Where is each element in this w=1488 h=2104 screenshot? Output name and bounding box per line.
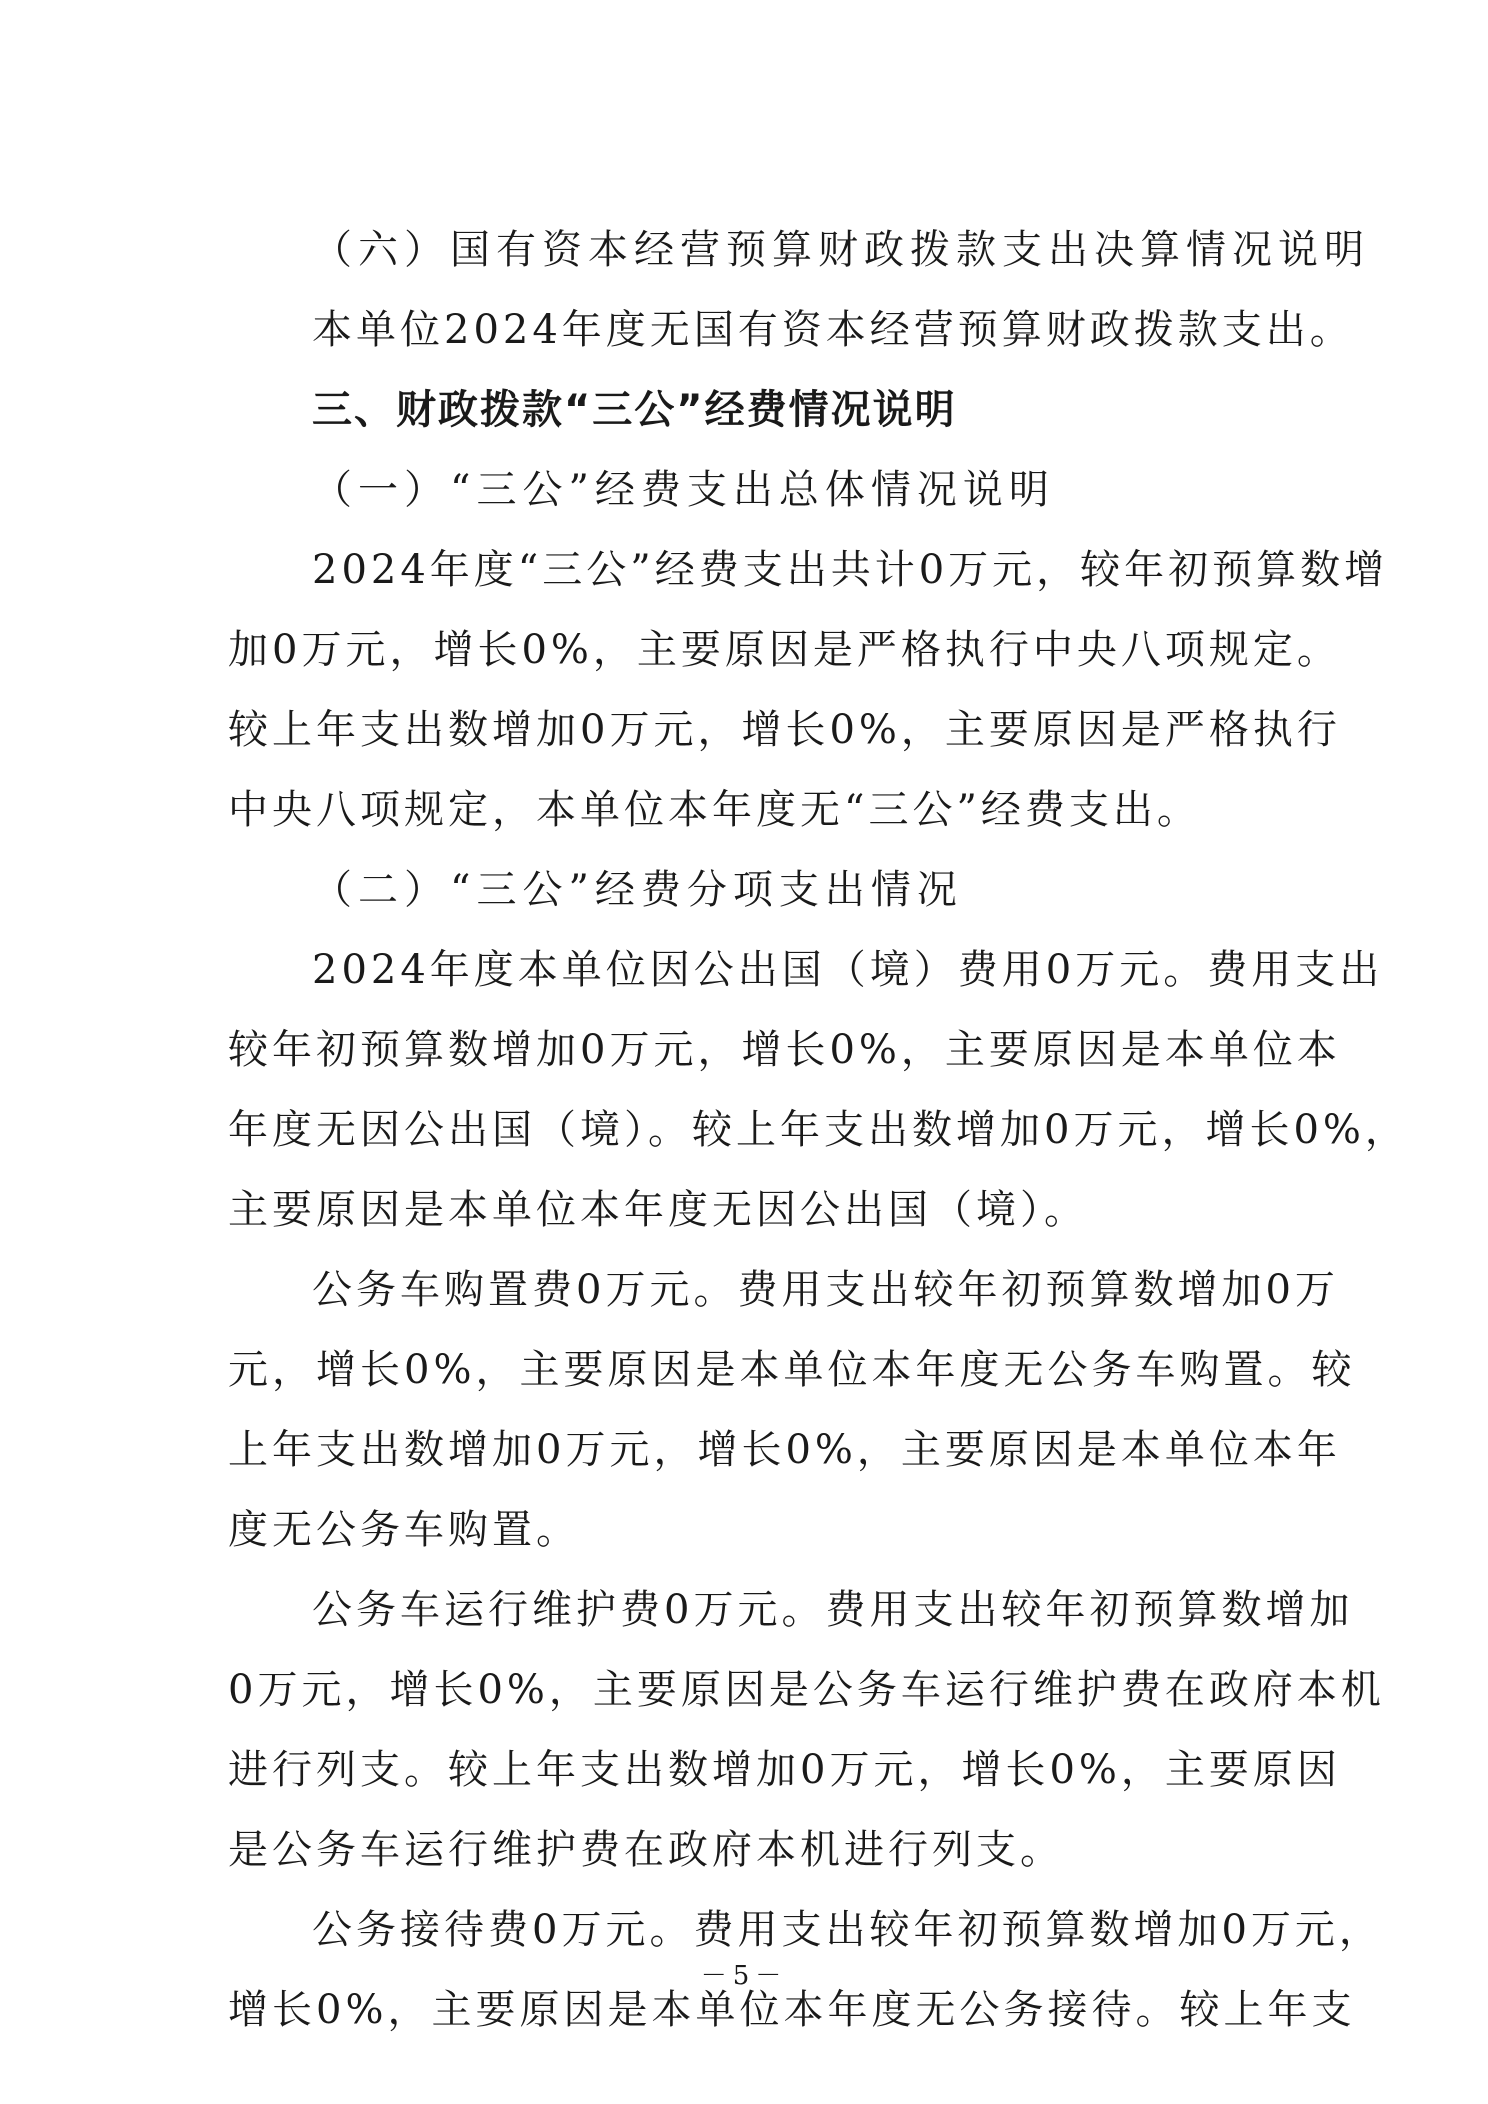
subsection-heading-2: （二）“三公”经费分项支出情况	[312, 867, 963, 913]
paragraph-line: 进行列支。较上年支出数增加0万元，增长0%，主要原因	[228, 1747, 1341, 1793]
subsection-heading-1: （一）“三公”经费支出总体情况说明	[312, 467, 1055, 513]
paragraph-line: 较上年支出数增加0万元，增长0%，主要原因是严格执行	[228, 707, 1341, 753]
paragraph-line: 上年支出数增加0万元，增长0%，主要原因是本单位本年	[228, 1427, 1341, 1473]
paragraph-line: 公务车运行维护费0万元。费用支出较年初预算数增加	[312, 1587, 1354, 1633]
paragraph-line: 增长0%，主要原因是本单位本年度无公务接待。较上年支	[228, 1987, 1356, 2033]
page-number: －5－	[700, 1961, 788, 1991]
paragraph-line: 0万元，增长0%，主要原因是公务车运行维护费在政府本机	[228, 1667, 1385, 1713]
paragraph-line: 公务车购置费0万元。费用支出较年初预算数增加0万	[312, 1267, 1339, 1313]
section-heading-3: 三、财政拨款“三公”经费情况说明	[312, 387, 957, 433]
paragraph-line: 年度无因公出国（境）。较上年支出数增加0万元，增长0%，	[228, 1107, 1409, 1153]
paragraph-line: 2024年度本单位因公出国（境）费用0万元。费用支出	[312, 947, 1384, 993]
paragraph-line: 2024年度“三公”经费支出共计0万元，较年初预算数增	[312, 547, 1389, 593]
paragraph-line: 是公务车运行维护费在政府本机进行列支。	[228, 1827, 1064, 1873]
paragraph-line: 元，增长0%，主要原因是本单位本年度无公务车购置。较	[228, 1347, 1356, 1393]
paragraph-line: 公务接待费0万元。费用支出较年初预算数增加0万元，	[312, 1907, 1383, 1953]
paragraph-line: 中央八项规定，本单位本年度无“三公”经费支出。	[228, 787, 1201, 833]
paragraph-line: 主要原因是本单位本年度无因公出国（境）。	[228, 1187, 1088, 1233]
paragraph-line: 较年初预算数增加0万元，增长0%，主要原因是本单位本	[228, 1027, 1341, 1073]
paragraph-line: 本单位2024年度无国有资本经营预算财政拨款支出。	[312, 307, 1354, 353]
document-body	[228, 210, 1409, 2050]
section-heading-6: （六）国有资本经营预算财政拨款支出决算情况说明	[312, 227, 1370, 273]
paragraph-line: 度无公务车购置。	[228, 1507, 580, 1553]
paragraph-line: 加0万元，增长0%，主要原因是严格执行中央八项规定。	[228, 627, 1341, 673]
